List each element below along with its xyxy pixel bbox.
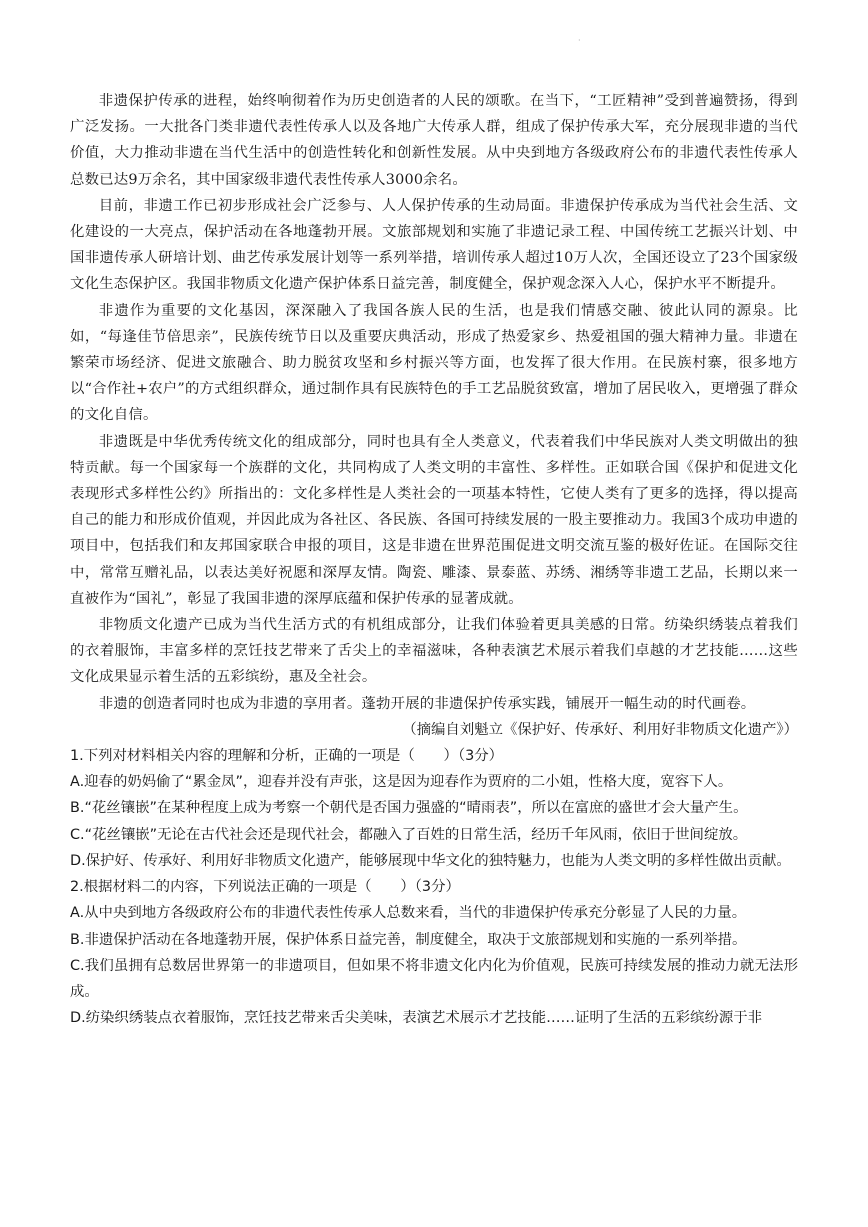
option-c: C.“花丝镶嵌”无论在古代社会还是现代社会，都融入了百姓的日常生活，经历千年风雨，依旧于世间绽放。 <box>70 826 748 843</box>
paragraph-3: 非遗作为重要的文化基因，深深融入了我国各族人民的生活，也是我们情感交融、彼此认同的源泉。比如，“每逢佳节倍思亲”，民族传统节日以及重要庆典活动，形成了热爱家乡、热爱祖国的强大精神力量。非遗在繁荣市场经济、促进文旅融合、助力脱贫攻坚和乡村振兴等方面，也发挥了很大作用。在民族村寨，很多地方以“合作社+农户”的方式组织群众，通过制作具有民族特色的手工艺品脱贫致富，增加了居民收入，更增强了群众的文化自信。 <box>70 302 798 424</box>
option-d: D.保护好、传承好、利用好非物质文化遗产，能够展现中华文化的独特魅力，也能为人类文明的多样性做出贡献。 <box>70 852 791 869</box>
question-1 <box>70 743 798 874</box>
paragraph-6: 非遗的创造者同时也成为非遗的享用者。蓬勃开展的非遗保护传承实践，铺展开一幅生动的时代画卷。 <box>98 695 756 712</box>
header-mark: · <box>578 36 581 45</box>
option-c: C.我们虽拥有总数居世界第一的非遗项目，但如果不将非遗文化内化为价值观，民族可持续发展的推动力就无法形成。 <box>70 957 798 1000</box>
option-a: A.从中央到地方各级政府公布的非遗代表性传承人总数来看，当代的非遗保护传承充分彰显了人民的力量。 <box>70 905 747 922</box>
option-a: A.迎春的奶妈偷了“累金凤”，迎春并没有声张，这是因为迎春作为贾府的二小姐，性格大度，宽容下人。 <box>70 774 733 791</box>
option-b: B.“花丝镶嵌”在某种程度上成为考察一个朝代是否国力强盛的“晴雨表”，所以在富庶的盛世才会大量产生。 <box>70 800 748 817</box>
paragraph-5: 非物质文化遗产已成为当代生活方式的有机组成部分，让我们体验着更具美感的日常。纺染织绣装点着我们的衣着服饰，丰富多样的烹饪技艺带来了舌尖上的幸福滋味，各种表演艺术展示着我们卓越的才艺技能……这些文化成果显示着生活的五彩缤纷，惠及全社会。 <box>70 617 798 686</box>
article-body <box>70 88 798 743</box>
option-b: B.非遗保护活动在各地蓬勃开展，保护体系日益完善，制度健全，取决于文旅部规划和实施的一系列举措。 <box>70 931 747 948</box>
option-d: D.纺染织绣装点衣着服饰，烹饪技艺带来舌尖美味，表演艺术展示才艺技能……证明了生活的五彩缤纷源于非 <box>70 1010 763 1027</box>
paragraph-2: 目前，非遗工作已初步形成社会广泛参与、人人保护传承的生动局面。非遗保护传承成为当代社会生活、文化建设的一大亮点，保护活动在各地蓬勃开展。文旅部规划和实施了非遗记录工程、中国传统工艺振兴计划、中国非遗传承人研培计划、曲艺传承发展计划等一系列举措，培训传承人超过10万人次，全国还设立了23个国家级文化生态保护区。我国非物质文化遗产保护体系日益完善，制度健全，保护观念深入人心，保护水平不断提升。 <box>70 197 798 293</box>
source-citation: （摘编自刘魁立《保护好、传承好、利用好非物质文化遗产》） <box>402 721 798 738</box>
question-stem: 2.根据材料二的内容，下列说法正确的一项是（ ）（3分） <box>70 879 460 896</box>
paragraph-1: 非遗保护传承的进程，始终响彻着作为历史创造者的人民的颂歌。在当下，“工匠精神”受到普遍赞扬，得到广泛发扬。一大批各门类非遗代表性传承人以及各地广大传承人群，组成了保护传承大军，充分展现非遗的当代价值，大力推动非遗在当代生活中的创造性转化和创新性发展。从中央到地方各级政府公布的非遗代表性传承人总数已达9万余名，其中国家级非遗代表性传承人3000余名。 <box>70 93 798 188</box>
paragraph-4: 非遗既是中华优秀传统文化的组成部分，同时也具有全人类意义，代表着我们中华民族对人类文明做出的独特贡献。每一个国家每一个族群的文化，共同构成了人类文明的丰富性、多样性。正如联合国《保护和促进文化表现形式多样性公约》所指出的：文化多样性是人类社会的一项基本特性，它使人类有了更多的选择，得以提高自己的能力和形成价值观，并因此成为各社区、各民族、各国可持续发展的一股主要推动力。我国3个成功申遗的项目中，包括我们和友邦国家联合申报的项目，这是非遗在世界范围促进文明交流互鉴的极好佐证。在国际交往中，常常互赠礼品，以表达美好祝愿和深厚友情。陶瓷、雕漆、景泰蓝、苏绣、湘绣等非遗工艺品，长期以来一直被作为“国礼”，彰显了我国非遗的深厚底蕴和保护传承的显著成就。 <box>70 433 798 607</box>
question-stem: 1.下列对材料相关内容的理解和分析，正确的一项是（ ）（3分） <box>70 748 504 765</box>
question-2 <box>70 874 798 1031</box>
